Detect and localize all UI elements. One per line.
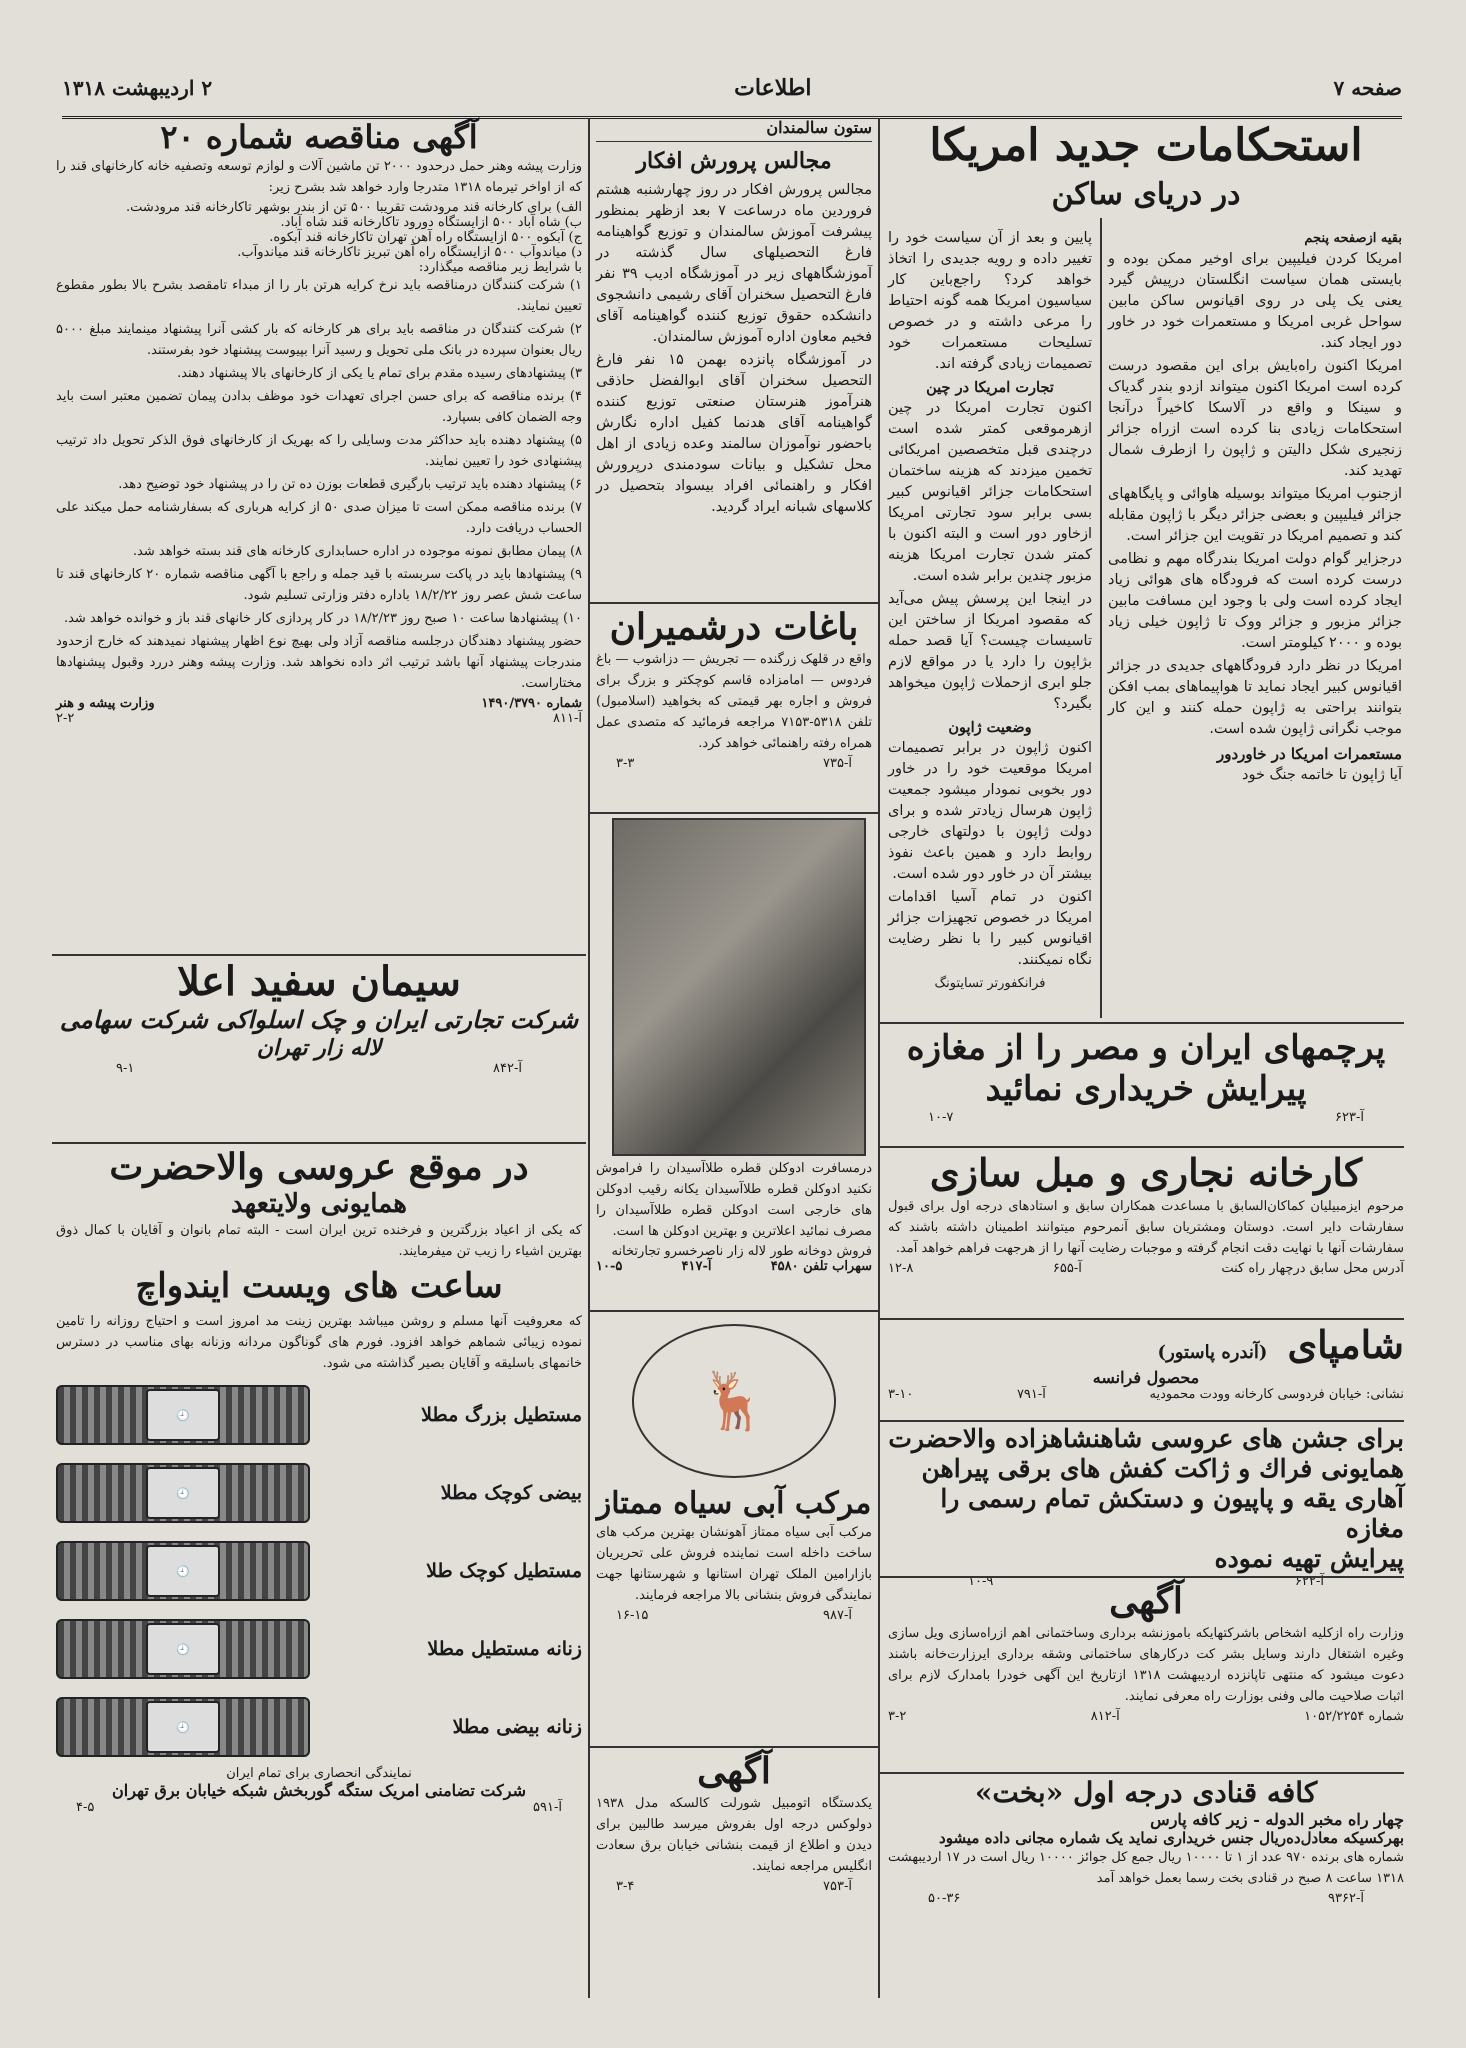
- ad-agency: نمایندگی انحصاری برای تمام ایران: [226, 1766, 412, 1782]
- tender-ministry: وزارت پیشه و هنر: [56, 696, 155, 712]
- tender-condition: ۳) پیشنهادهای رسیده مقدم برای تمام یا یکی از کارخانهای بالا پیشنهاد دهند.: [177, 366, 582, 382]
- source-credit: فرانکفورتر تسایتونگ: [934, 976, 1046, 991]
- ad-code: آ-۵۹۱: [533, 1800, 562, 1816]
- ad-code: آ-۷۵۳: [823, 1879, 852, 1895]
- tender-notice: [56, 118, 582, 948]
- divider: [590, 1746, 878, 1748]
- article-subtitle: در دریای ساکن: [1051, 176, 1241, 212]
- ad-line: آهاری یقه و پاپیون و دستکش تمام رسمی را مغازه: [940, 1484, 1404, 1543]
- ad-gardens-shemiran: [596, 606, 872, 816]
- divider: [880, 1146, 1404, 1148]
- section-elders: [596, 118, 872, 598]
- watch-text: که معروفیت آنها مسلم و روشن میباشد بهترین زینت مد امروز است و احتیاج روزانه را تامین نموده زیبائی شماهم خواهد افزود. فورم های گوناگون مردانه وزنانه بهای مناسب در دسترس خانمهای باسلیقه و آقایان بصیر گذاشته می شود.: [56, 1314, 582, 1372]
- ad-origin: محصول فرانسه: [1092, 1367, 1200, 1387]
- watch-title: ساعت های ویست ایندواچ: [135, 1266, 503, 1307]
- paragraph: در اینجا این پرسش پیش می‌آید که مقصود امریکا از ساختن این تاسیسات چیست؟ آیا قصد حمله بژاپون را دارد یا در مواقع لازم جلو ابری ازحملات ژاپون میخواهد بگیرد؟: [888, 591, 1092, 712]
- notice-text: وزارت راه ازکلیه اشخاص باشرکتهایکه باموزنشه برداری وساختمانی اهم ازراه‌سازی ویل سازی وغیره اشتغال دارند وسایل بشر کت درکارهای ساختمانی وشقه برداری ایرزارت‌خانه باشند دعوت میشود که منتهی تاپانزده اردیبهشت ۱۳۱۸ ازتاریخ این آگهی خودرا بامدارک لازم برای اثبات صلاحیت مالی وفنی بوزارت راه معرفی نمایند.: [888, 1626, 1405, 1705]
- ad-code: آ-۴۱۷: [681, 1259, 712, 1274]
- watch-item: [56, 1532, 582, 1610]
- ad-code: آ-۷۹۱: [1016, 1386, 1046, 1402]
- ad-flags: [888, 1028, 1404, 1146]
- tender-item: الف) برای کارخانه قند مرودشت تقریبا ۵۰۰ تن از بندر بوشهر تاکارخانه قند مرودشت.: [125, 200, 582, 216]
- ad-brand: مرکب آبی سیاه ممتاز: [596, 1486, 872, 1521]
- ad-ref: ۱۶-۱۵: [616, 1608, 649, 1623]
- notice-ref: ۳-۲: [888, 1709, 907, 1725]
- watch-icon: [56, 1619, 310, 1679]
- tender-intro: وزارت پیشه وهنر حمل درحدود ۲۰۰۰ تن ماشین آلات و لوازم توسعه وتصفیه خانه کارخانهای قند را که از اواخر تیرماه ۱۳۱۸ متدرجا وارد خواهد شد بشرح زیر:: [56, 159, 582, 196]
- section-title: مجالس پرورش افکار: [636, 148, 832, 174]
- ad-line: همایونی فراك و ژاکت کفش های برقی پیراهن: [921, 1454, 1404, 1483]
- ad-ref: ۳-۳: [616, 756, 635, 772]
- divider: [878, 118, 880, 1998]
- tender-item: ج) آبکوه ۵۰۰ ازایستگاه راه آهن تهران تاکارخانه قند آبکوه.: [269, 230, 582, 246]
- ad-ref: ۱۰-۹: [968, 1574, 994, 1589]
- ad-title: کارخانه نجاری و مبل سازی: [929, 1150, 1363, 1195]
- ad-wedding-clothing: [888, 1424, 1404, 1589]
- tender-number: شماره ۱۴۹۰/۳۷۹۰: [481, 696, 582, 712]
- paragraph: پایین و بعد از آن سیاست خود را تغییر داده و رویه جدیدی را اتخاذ خواهد کرد؟ راجع‌باین کار سیاسیون امریکا همه گونه احتیاط را مرعی داشته و در خصوص تسلیحات مستعمرات خود تصمیمات زیادی گرفته اند.: [888, 230, 1092, 372]
- ad-text: مرحوم ایزمبیلیان کماکان‌السابق با مساعدت همکاران سابق و استادهای درجه اول برای قبول سفارشات دایر است. دوستان ومشتریان سابق آنمرحوم میتوانند اطمینان داشته باشند که سفارشات آنها با نهایت دقت انجام گرفته و موجبات رضایت آنها را از هرجهت فراهم خواهد آمد.: [888, 1198, 1404, 1256]
- ad-company: شرکت تضامنی امریک ستگه گوربخش شبکه خیابان برق تهران: [112, 1781, 526, 1801]
- notice-code: آ-۸۱۲: [1090, 1709, 1120, 1725]
- page-header: [62, 60, 1402, 119]
- paragraph: اکنون تجارت امریکا در چین ازهرموقعی کمتر شده است درچندی قبل متخصصین امریکائی تخمین میزدند که هزینه ساختمان استحکامات جزائر اقیانوس کبیر بسی برابر سود تجارتی امریکا ازخاور دور است و البته اکنون با کمتر شدن تجارت امریکا هزینه مزبور چندین برابر شده است.: [888, 400, 1092, 584]
- section-heading: مستعمرات امریکا در خاوردور: [1216, 745, 1402, 763]
- tender-item: د) میاندوآب ۵۰۰ ازایستگاه راه آهن تبریز تاکارخانه قند میاندوآب.: [237, 245, 582, 261]
- deer-logo-icon: 🦌: [632, 1324, 836, 1478]
- article-col-b: [888, 228, 1092, 1022]
- tender-code: آ-۸۱۱: [553, 711, 582, 727]
- tender-condition: ۷) برنده مناقصه ممکن است تا میزان صدی ۵۰ از کرایه هرباری که بسفارشنامه حمل میکند علی الحساب دریافت دارد.: [56, 500, 583, 537]
- tender-condition: ۶) پیشنهاد دهنده باید ترتیب بارگیری قطعات بوزن ده تن را در پیشنهاد خود توضیح دهد.: [118, 477, 582, 493]
- ad-ink: [596, 1316, 872, 1744]
- ad-text: درمسافرت ادوکلن قطره طلاآسیدان را فراموش نکنید ادوکلن قطره طلاآسیدان یکانه رقیب ادوکلن های خارجی است ادوکلن قطره طلاآسیدان را مصرف نمائید اعلاترین و بهترین ادوکلن ها است.: [596, 1161, 872, 1239]
- tender-condition: ۱۰) پیشنهادها ساعت ۱۰ صبح روز ۱۸/۲/۲۳ در کار پردازی کار خانهای قند باز و خوانده خواهد شد.: [63, 611, 582, 627]
- section-heading: تجارت امریکا در چین: [926, 379, 1054, 396]
- ad-cafe-bakht: [888, 1776, 1404, 1986]
- ad-title: پرچمهای ایران و مصر را از مغازه: [906, 1028, 1386, 1068]
- ad-code: آ-۹۳۶۲: [1328, 1890, 1364, 1906]
- ad-code: آ-۹۸۷: [823, 1608, 852, 1623]
- notice-title: آگهی: [1109, 1580, 1183, 1622]
- paragraph: امریکا در نظر دارد فرودگاههای جدیدی در جزائر اقیانوس کبیر ایجاد نماید تا هواپیماهای بمب افکن بتوانند براحتی به ژاپون حمله کنند و این کار موجب نگرانی ژاپون شده است.: [1108, 658, 1402, 737]
- tender-condition: ۵) پیشنهاد دهنده باید حداکثر مدت وسایلی را که بهریک از کارخانهای فوق الذکر تحویل داد ترتیب پیشنهادی خود را تعیین نمایند.: [56, 433, 582, 470]
- watch-item: [56, 1688, 582, 1766]
- ad-title: آگهی: [697, 1750, 771, 1792]
- article-title: استحکامات جدید امریکا: [929, 120, 1363, 171]
- tender-condition: ۱) شرکت کنندگان درمناقصه باید نرخ کرایه هرتن بار را از مبداء تامقصد بشرح بالا بطور مقطوع تعیین نمایند.: [56, 278, 582, 315]
- ad-ref: ۱۰-۷: [928, 1109, 954, 1125]
- watch-icon: [56, 1385, 310, 1445]
- ad-title: باغات درشمیران: [609, 606, 859, 648]
- tender-condition: ۴) برنده مناقصه که برای حسن اجرای تعهدات خود موظف بدادن پیمان تضمین معتبر است باید وجه الضمان کافی بسپارد.: [56, 389, 582, 426]
- issue-date: ۲ اردیبهشت ۱۳۱۸: [62, 76, 213, 100]
- ad-company: شرکت تجارتی ایران و چک اسلواکی شرکت سهامی: [59, 1005, 579, 1034]
- watch-icon: [56, 1697, 310, 1757]
- ad-text: واقع در قلهک زرگنده — تجریش — دزاشوب — باغ فردوس — امامزاده قاسم کوچکتر و بزرگ برای فروش و اجاره بهر قیمتی که بخواهید (اسلامبول) تلفن ۵۳۱۸-۷۱۵۳ مراجعه فرمائید که متصدی عمل همراه رفته راهنمائی خواهد کرد.: [596, 652, 872, 752]
- ad-subtitle: پیرایش خریداری نمائید: [985, 1068, 1307, 1109]
- ad-code: آ-۶۲۳: [1335, 1109, 1364, 1125]
- ad-watches: [56, 1146, 582, 1996]
- ad-line: بهرکسیکه معادل‌ده‌ریال جنس خریداری نماید یک شماره مجانی داده میشود: [939, 1828, 1404, 1847]
- watch-label: زنانه مستطیل مطلا: [427, 1638, 582, 1661]
- clock-face-icon: 🕘: [146, 1545, 220, 1597]
- paragraph: در آموزشگاه پانزده بهمن ۱۵ نفر فارغ التحصیل سخنران آقای ابوالفضل حاذقی هنرآموز هنرستان صنعتی توزیع کننده گواهینامه آقای هدنما کفیل اداره نگارش باحضور نوآموزان سالمند وعده زیادی از اهل محل تشکیل و بیانات سودمندی درپرورش افکار و راهنمائی افراد بیسواد بتحصیل در کلاسهای شبانه ایراد گردید.: [596, 352, 872, 516]
- paragraph: امریکا اکنون راه‌بایش برای این مقصود درست کرده است امریکا اکنون میتواند ازدو بندر گدیاک و سینکا و واقع در آلاسکا کاخیراً درآنجا استحکامات زیادی بنا کرده است ازراه جزائر زنجیری شکل دالیتن و ژاپون را ازطرف شمال تهدید کند.: [1108, 358, 1402, 479]
- tender-title: آگهی مناقصه شماره ۲۰: [160, 118, 478, 156]
- ad-text: شماره های برنده ۹۷۰ عدد از ۱ تا ۱۰۰۰۰ ریال جمع کل جوائز ۱۰۰۰۰ ریال است در ۱۷ اردیبهشت ۱۳۱۸ ساعت ۸ صبح در قنادی بخت رسما بعمل خواهد آمد: [888, 1849, 1405, 1886]
- ad-text: یکدستگاه اتومبیل شورلت کالسکه مدل ۱۹۳۸ دولوکس درجه اول بفروش میرسد طالبین برای دیدن و اطلاع از قیمت بنشانی خیابان برق سعادت انگلیس مراجعه نمایند.: [596, 1796, 872, 1875]
- divider: [590, 1310, 878, 1312]
- watch-label: مستطیل کوچک طلا: [426, 1560, 582, 1583]
- divider: [588, 118, 590, 1998]
- ad-champagne: [888, 1322, 1404, 1418]
- ad-code: آ-۷۳۵: [823, 756, 852, 772]
- watch-icon: [56, 1463, 310, 1523]
- tender-ref: ۲-۲: [56, 711, 75, 727]
- paragraph: آیا ژاپون تا خاتمه جنگ خود: [1242, 767, 1402, 783]
- ad-text: مرکب آبی سیاه ممتاز آهونشان بهترین مرکب های ساخت داخله است نماینده فروش علی تحریریان بازارامین الملک تهران استانها و شهرستانها جهت نمایندگی فروش بنشانی بالا مراجعه فرمایند.: [596, 1525, 872, 1603]
- ad-ref: ۱۲-۸: [888, 1260, 914, 1276]
- article-col-a: [1108, 228, 1402, 1022]
- divider: [880, 1022, 1404, 1024]
- ad-line: برای جشن های عروسی شاهنشاهزاده والاحضرت: [888, 1424, 1404, 1453]
- divider: [880, 1772, 1404, 1774]
- divider: [880, 1318, 1404, 1320]
- watch-icon: [56, 1541, 310, 1601]
- newspaper-name: اطلاعات: [734, 75, 812, 101]
- ad-maker: (آندره پاستور): [1157, 1342, 1268, 1363]
- paragraph: امریکا کردن فیلیپین برای اوخیر ممکن بوده و بایستی همان سیاست انگلستان درپیش گیرد یعنی یک پلی در روی اقیانوس ساکن مابین سواحل غربی امریکا و مستعمرات خود در خاور دور ایجاد کند.: [1108, 251, 1402, 351]
- clock-face-icon: 🕘: [146, 1467, 220, 1519]
- divider: [52, 1142, 586, 1144]
- ad-ref: ۱۰-۵: [596, 1259, 623, 1274]
- tender-condition: ۹) پیشنهادها باید در پاکت سربسته با قید جمله و راجع با آگهی مناقصه شماره ۲۰ کارخانهای قند تا ساعت شش عصر روز ۱۸/۲/۲۲ باداره دفتر وزارتی تسلیم شود.: [56, 567, 582, 604]
- ad-ref: ۵۰-۳۶: [928, 1890, 961, 1906]
- paragraph: مجالس پرورش افکار در روز چهارشنبه هشتم فروردین ماه درساعت ۷ بعد ازظهر بمنظور پیشرفت آموزش سالمندان و توزیع گواهینامه فارغ التحصیلهای سال گذشته در آموزشگاههای زیر در آموزشگاه ادیب ۳۹ نفر فارغ التحصیل سخنران آقای رشیمی دانشجوی دانشکده حقوق توزیع کننده گواهینامه آقای فخیم معاون اداره آموزش سالمندان.: [596, 182, 873, 346]
- section-header: ستون سالمندان: [596, 118, 872, 142]
- tender-condition: ۸) پیمان مطابق نمونه موجوده در اداره حسابداری کارخانه های قند بسته خواهد شد.: [132, 544, 582, 560]
- paragraph: اکنون ژاپون در برابر تصمیمات امریکا موقعیت خود را در خاور دور بخوبی نمودار میشود جمعیت ژاپون هرسال زیادتر شده و برای دولت ژاپون با دولتهای خارجی روابط دارد و همین باعث نفوذ بیشتر آن در خاور دور شده است.: [888, 740, 1092, 882]
- watch-label: زنانه بیضی مطلا: [452, 1716, 582, 1739]
- ad-ref: ۴-۵: [76, 1800, 95, 1816]
- ad-address: نشانی: خیابان فردوسی کارخانه وودت محمودیه: [1149, 1386, 1404, 1402]
- page-number: صفحه ۷: [1333, 76, 1402, 100]
- ad-title: در موقع عروسی والاحضرت: [109, 1146, 529, 1188]
- paragraph: اکنون در تمام آسیا اقدامات امریکا در خصوص تجهیزات جزائر اقیانوس کبیر را با نظر رضایت نگاه نمیکنند.: [888, 889, 1092, 968]
- ad-cement: [56, 958, 582, 1140]
- ad-car-sale: [596, 1750, 872, 1986]
- clock-face-icon: 🕘: [146, 1623, 220, 1675]
- divider: [590, 812, 878, 814]
- watch-item: [56, 1454, 582, 1532]
- ad-title: سیمان سفید اعلا: [177, 958, 461, 1005]
- divider: [52, 954, 586, 956]
- watch-item: [56, 1376, 582, 1454]
- ad-cologne: [596, 1158, 872, 1306]
- ad-address: فروش دوخانه طور لاله زار ناصرخسرو تجارتخانه: [611, 1244, 872, 1259]
- divider: [880, 1420, 1404, 1422]
- clock-face-icon: 🕘: [146, 1701, 220, 1753]
- watch-item: [56, 1610, 582, 1688]
- notice-number: شماره ۱۰۵۲/۲۲۵۴: [1304, 1709, 1404, 1725]
- ad-code: آ-۸۴۲: [493, 1061, 522, 1077]
- ad-carpentry: [888, 1150, 1404, 1316]
- tender-item: ب) شاه آباد ۵۰۰ ازایستگاه دورود تاکارخانه قند شاه آباد.: [280, 215, 582, 231]
- divider: [590, 602, 878, 604]
- watch-label: مستطیل بزرگ مطلا: [421, 1404, 582, 1427]
- section-heading: وضعیت ژاپون: [948, 719, 1032, 736]
- ad-address: آدرس محل سابق درچهار راه کنت: [1221, 1260, 1404, 1276]
- tender-condition: ۲) شرکت کنندگان در مناقصه باید برای هر کارخانه که بار کشی آنرا پیشنهاد مینمایند مبلغ ۵۰۰۰ ریال بعنوان سپرده در بانک ملی تحویل و رسید آنرا بپیوست پیشنهاد خود بفرستند.: [56, 322, 582, 359]
- clock-face-icon: 🕘: [146, 1389, 220, 1441]
- ad-title: کافه قنادی درجه اول «بخت»: [974, 1776, 1318, 1809]
- ad-text: که یکی از اعیاد بزرگترین و فرخنده ترین ایران است - البته تمام بانوان و آقایان با کمال ذوق بهترین اشیاء را زیب تن میفرمایند.: [56, 1223, 582, 1260]
- ad-code: آ-۶۲۲: [1295, 1574, 1324, 1589]
- tender-cond-intro: با شرایط زیر مناقصه میگذارد:: [418, 260, 582, 276]
- tender-footer: حضور پیشنهاد دهندگان درجلسه مناقصه آزاد ولی بهیچ نوع اظهار پیشنهاد نمیدهند که خارج ازحدود مندرجات پیشنهاد آنها باشد ترتیب اثر داده نخواهد شد. وزارت پیشه وهنر دررد وقبول پیشنهادها مختاراست.: [56, 634, 582, 692]
- divider: [880, 1576, 1404, 1578]
- ad-address: چهار راه مخبر الدوله - زیر کافه پارس: [1150, 1809, 1404, 1829]
- ad-ref: ۳-۴: [616, 1879, 635, 1895]
- continuation-note: بقیه ازصفحه پنجم: [1304, 231, 1402, 246]
- ad-tel: سهراب تلفن ۴۵۸۰: [770, 1259, 872, 1274]
- ad-address: لاله زار تهران: [256, 1034, 382, 1061]
- ad-title: شامپای: [1287, 1322, 1404, 1367]
- paragraph: ازجنوب امریکا میتواند بوسیله هاوائی و پایگاههای جزائر فیلیپین و بعضی جزائر دیگر با ژاپون مقابله کند و تصمیم امریکا در تقویت این جزائر است.: [1108, 486, 1402, 544]
- watch-label: بیضی کوچک مطلا: [440, 1482, 582, 1505]
- notice-ministry-roads: [888, 1580, 1404, 1768]
- ad-code: آ-۶۵۵: [1052, 1260, 1082, 1276]
- paragraph: درجزایر گوام دولت امریکا بندرگاه مهم و نظامی درست کرده است که فرودگاه های هوائی زیاد ایجاد کرده است ولی با وجود این مسافت مابین جزائر مزبور و جزائر ووک تا ژاپون خیلی زیاد بوده و ۲۰۰۰ کیلومتر است.: [1108, 551, 1402, 651]
- cologne-illustration: [612, 818, 866, 1156]
- ad-ref: ۹-۱: [116, 1061, 135, 1077]
- ad-subtitle: همایونی ولایتعهد: [231, 1189, 407, 1220]
- ad-ref: ۳-۱۰: [888, 1386, 914, 1402]
- ad-line: پیرایش تهیه نموده: [1214, 1544, 1404, 1573]
